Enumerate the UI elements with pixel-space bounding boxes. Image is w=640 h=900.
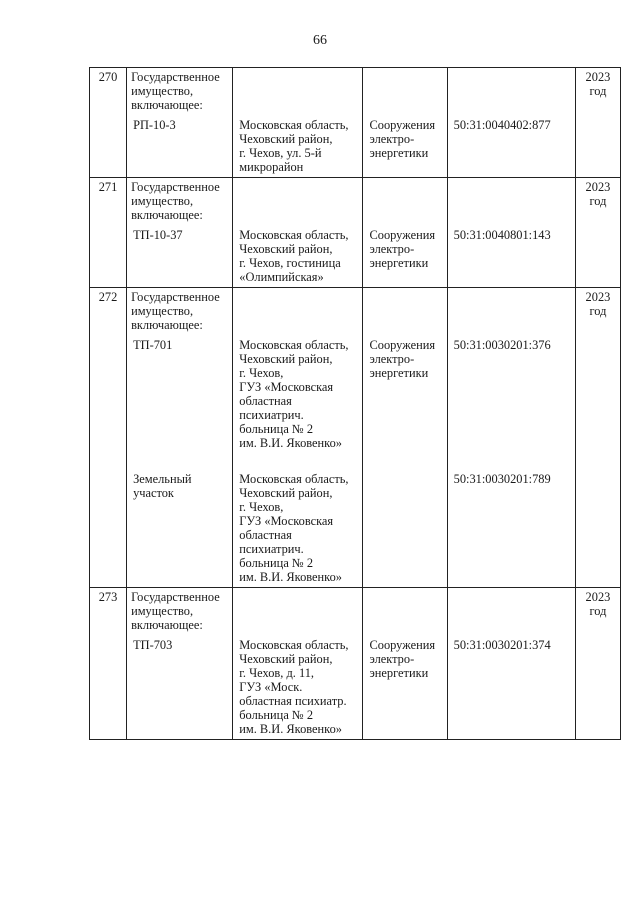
property-item-address: Московская область, Чеховский район, г. Чехов, ГУЗ «Московская областная психиатрич. больница № 2 им. В.И. Яковенко» bbox=[239, 338, 349, 450]
row-number bbox=[90, 178, 127, 288]
property-item-address: Московская область, Чеховский район, г. Чехов, ул. 5-й микрорайон bbox=[239, 118, 349, 174]
cadastral-number-cell bbox=[447, 588, 575, 740]
property-item-name: Земельный участок bbox=[133, 472, 192, 500]
property-item-type: Сооружения электро- энергетики bbox=[369, 118, 436, 160]
property-registry-table bbox=[89, 67, 621, 740]
row-number bbox=[90, 588, 127, 740]
property-item-name: ТП-10-37 bbox=[133, 228, 183, 242]
year-cell bbox=[575, 68, 620, 178]
property-item-type: Сооружения электро- энергетики bbox=[369, 338, 436, 380]
property-item-cadastral: 50:31:0030201:789 bbox=[453, 472, 551, 486]
year-text: 2023 год bbox=[585, 290, 611, 318]
row-number-text: 270 bbox=[98, 70, 118, 84]
property-item-address: Московская область, Чеховский район, г. Чехов, гостиница «Олимпийская» bbox=[239, 228, 349, 284]
year-cell bbox=[575, 288, 620, 588]
year-cell bbox=[575, 588, 620, 740]
object-type-cell bbox=[363, 68, 447, 178]
property-item-type: Сооружения электро- энергетики bbox=[369, 638, 436, 680]
object-type-cell bbox=[363, 588, 447, 740]
property-group-header: Государственное имущество, включающее: bbox=[131, 180, 220, 222]
address-cell bbox=[233, 178, 363, 288]
property-item-type bbox=[363, 472, 446, 584]
property-item-type: Сооружения электро- энергетики bbox=[369, 228, 436, 270]
property-item-cadastral: 50:31:0040402:877 bbox=[453, 118, 551, 132]
year-text: 2023 год bbox=[585, 70, 611, 98]
property-item-cadastral: 50:31:0030201:376 bbox=[453, 338, 551, 352]
row-number-text: 273 bbox=[98, 590, 118, 604]
row-number bbox=[90, 288, 127, 588]
property-name-cell bbox=[127, 68, 233, 178]
registry-row bbox=[90, 68, 621, 178]
row-number-text: 271 bbox=[98, 180, 118, 194]
property-item-name: ТП-701 bbox=[133, 338, 173, 352]
registry-row bbox=[90, 178, 621, 288]
year-text: 2023 год bbox=[585, 590, 611, 618]
object-type-cell bbox=[363, 178, 447, 288]
property-name-cell bbox=[127, 288, 233, 588]
year-text: 2023 год bbox=[585, 180, 611, 208]
row-number bbox=[90, 68, 127, 178]
object-type-cell bbox=[363, 288, 447, 588]
cadastral-number-cell bbox=[447, 178, 575, 288]
address-cell bbox=[233, 588, 363, 740]
property-item-name: РП-10-3 bbox=[133, 118, 176, 132]
property-item-cadastral: 50:31:0030201:374 bbox=[453, 638, 551, 652]
address-cell bbox=[233, 68, 363, 178]
property-item-name: ТП-703 bbox=[133, 638, 173, 652]
page-number: 66 bbox=[313, 33, 327, 48]
registry-row bbox=[90, 588, 621, 740]
cadastral-number-cell bbox=[447, 68, 575, 178]
year-cell bbox=[575, 178, 620, 288]
address-cell bbox=[233, 288, 363, 588]
property-item-address: Московская область, Чеховский район, г. Чехов, д. 11, ГУЗ «Моск. областная психиатр. больница № 2 им. В.И. Яковенко» bbox=[239, 638, 349, 736]
cadastral-number-cell bbox=[447, 288, 575, 588]
row-number-text: 272 bbox=[98, 290, 118, 304]
property-name-cell bbox=[127, 178, 233, 288]
property-item-cadastral: 50:31:0040801:143 bbox=[453, 228, 551, 242]
property-group-header: Государственное имущество, включающее: bbox=[131, 590, 220, 632]
property-item-address: Московская область, Чеховский район, г. Чехов, ГУЗ «Московская областная психиатрич. больница № 2 им. В.И. Яковенко» bbox=[239, 472, 349, 584]
registry-row bbox=[90, 288, 621, 588]
property-group-header: Государственное имущество, включающее: bbox=[131, 290, 220, 332]
property-group-header: Государственное имущество, включающее: bbox=[131, 70, 220, 112]
property-name-cell bbox=[127, 588, 233, 740]
